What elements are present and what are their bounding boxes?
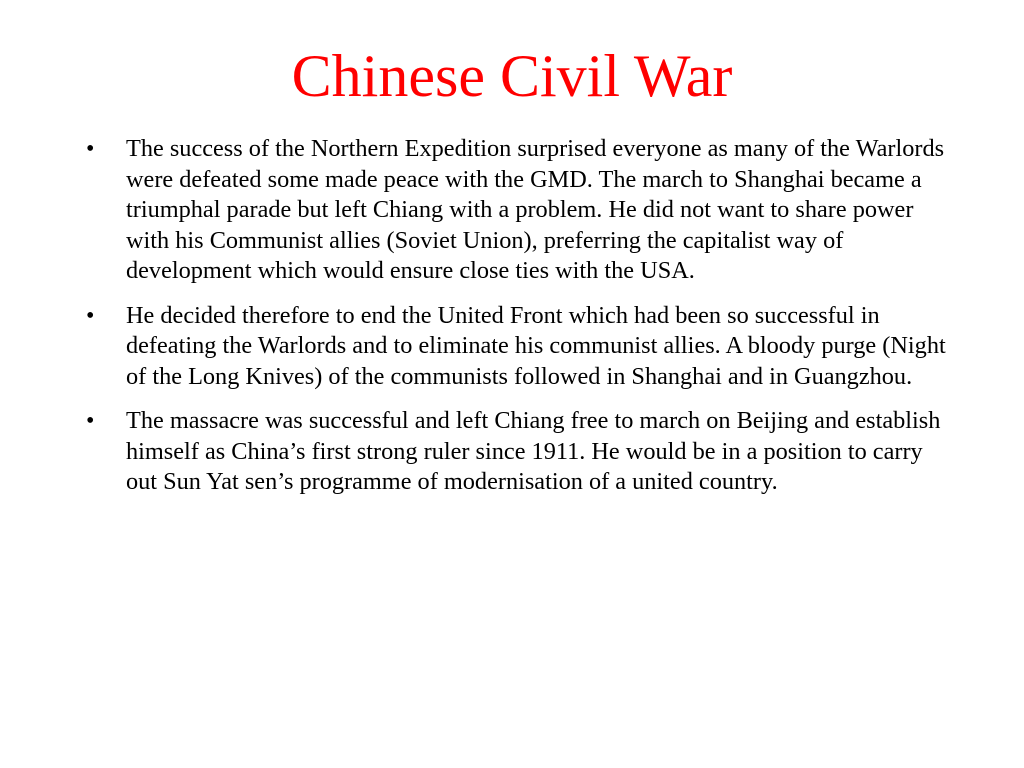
bullet-item: [86, 301, 946, 393]
bullet-text: The massacre was successful and left Chiang free to march on Beijing and establish himself as China’s first strong ruler since 1911. He would be in a position to carry out Sun Yat sen’s programme of modernisation of a united country.: [126, 407, 941, 495]
slide-title: Chinese Civil War: [291, 43, 733, 109]
bullet-text: The success of the Northern Expedition surprised everyone as many of the Warlords were defeated some made peace with the GMD. The march to Shanghai became a triumphal parade but left Chiang with a problem. He did not want to share power with his Communist allies (Soviet Union), preferring the capitalist way of development which would ensure close ties with the USA.: [126, 135, 945, 284]
bullet-item: [86, 134, 946, 287]
bullet-dot-icon: •: [86, 408, 95, 434]
bullet-list: [86, 134, 946, 512]
bullet-item: [86, 406, 946, 498]
bullet-text: He decided therefore to end the United Front which had been so successful in defeating the Warlords and to eliminate his communist allies. A bloody purge (Night of the Long Knives) of the communists followed in Shanghai and in Guangzhou.: [126, 301, 946, 390]
bullet-dot-icon: •: [86, 302, 95, 329]
bullet-dot-icon: •: [86, 136, 95, 162]
